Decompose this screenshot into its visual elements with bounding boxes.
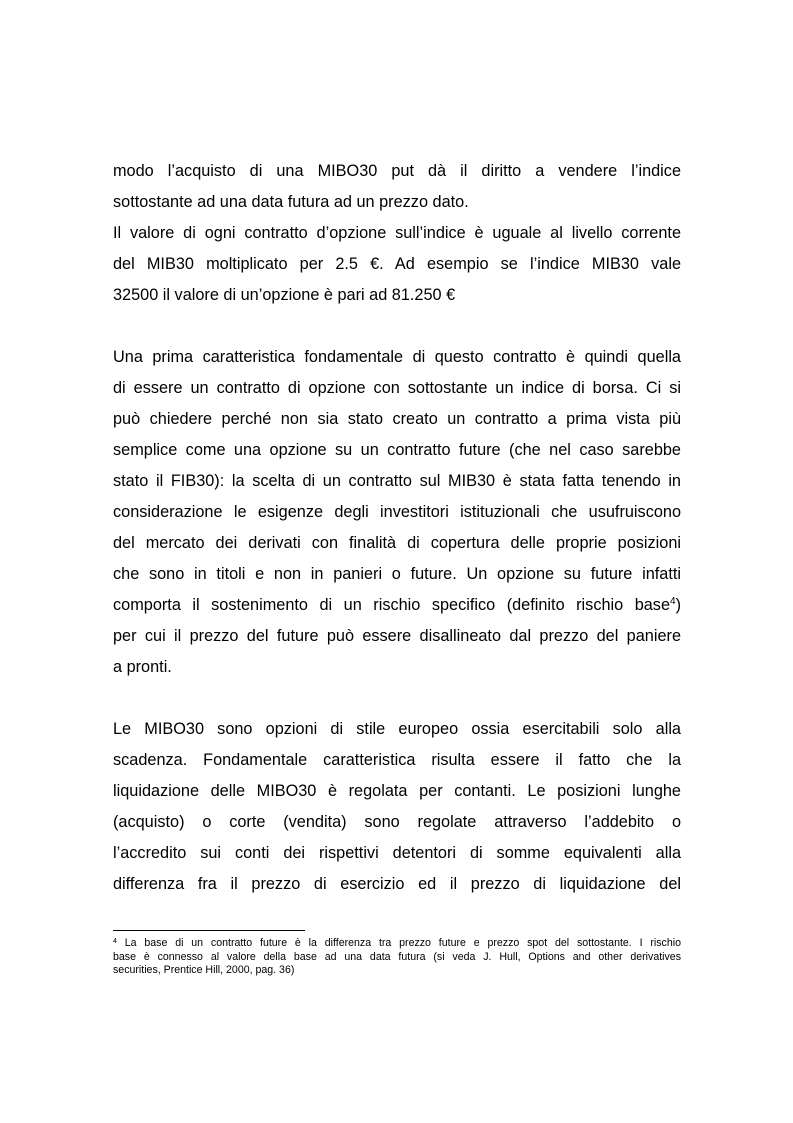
paragraph-gap — [113, 683, 681, 714]
text-line: che sono in titoli e non in panieri o future. Un opzione su future infatti — [113, 565, 681, 583]
text-fragment: La base di un contratto future è la differenza tra prezzo future e prezzo spot del sottostante. I rischio — [116, 937, 681, 949]
paragraph-mibo30-put — [113, 156, 681, 218]
text-line: scadenza. Fondamentale caratteristica risulta essere il fatto che la — [113, 751, 681, 769]
footnote-number: 4 — [113, 938, 117, 945]
text-line: del mercato dei derivati con finalità di copertura delle proprie posizioni — [113, 534, 681, 552]
paragraph-contract-value — [113, 218, 681, 311]
footnote-reference[interactable]: 4 — [670, 596, 676, 607]
text-line: 32500 il valore di un’opzione è pari ad 81.250 € — [113, 286, 456, 304]
text-line: sottostante ad una data futura ad un prezzo dato. — [113, 193, 469, 211]
paragraph-gap — [113, 311, 681, 342]
footnote-line: base è connesso al valore della base ad una data futura (si veda J. Hull, Options and other derivatives — [113, 950, 681, 963]
text-fragment: comporta il sostenimento di un rischio specifico (definito rischio base — [113, 596, 671, 614]
text-line: Le MIBO30 sono opzioni di stile europeo ossia esercitabili solo alla — [113, 720, 681, 738]
text-line: Il valore di ogni contratto d’opzione sull’indice è uguale al livello corrente — [113, 224, 681, 242]
text-line: stato il FIB30): la scelta di un contratto sul MIB30 è stata fatta tenendo in — [113, 472, 681, 490]
text-line: semplice come una opzione su un contratto future (che nel caso sarebbe — [113, 441, 681, 459]
text-line: del MIB30 moltiplicato per 2.5 €. Ad esempio se l’indice MIB30 vale — [113, 255, 681, 273]
text-line: per cui il prezzo del future può essere disallineato dal prezzo del paniere — [113, 627, 681, 645]
page-body — [113, 156, 681, 900]
text-line: differenza fra il prezzo di esercizio ed il prezzo di liquidazione del — [113, 875, 681, 893]
paragraph-characteristics — [113, 342, 681, 683]
text-line: l’accredito sui conti dei rispettivi detentori di somme equivalenti alla — [113, 844, 681, 862]
text-line: a pronti. — [113, 658, 172, 676]
text-line: di essere un contratto di opzione con sottostante un indice di borsa. Ci si — [113, 379, 681, 397]
text-line: liquidazione delle MIBO30 è regolata per contanti. Le posizioni lunghe — [113, 782, 681, 800]
text-line: Una prima caratteristica fondamentale di questo contratto è quindi quella — [113, 348, 681, 366]
text-line: considerazione le esigenze degli investitori istituzionali che usufruiscono — [113, 503, 681, 521]
text-line: può chiedere perché non sia stato creato un contratto a prima vista più — [113, 410, 681, 428]
footnote-line — [113, 937, 681, 951]
footnote-line: securities, Prentice Hill, 2000, pag. 36) — [113, 964, 295, 976]
footnote-separator — [113, 930, 305, 931]
paragraph-european-style — [113, 714, 681, 900]
footnote — [113, 937, 681, 978]
text-line: modo l’acquisto di una MIBO30 put dà il diritto a vendere l’indice — [113, 162, 681, 180]
text-fragment: ) — [675, 596, 681, 614]
text-line: (acquisto) o corte (vendita) sono regolate attraverso l’addebito o — [113, 813, 681, 831]
text-line-with-footnote-ref — [113, 590, 681, 621]
